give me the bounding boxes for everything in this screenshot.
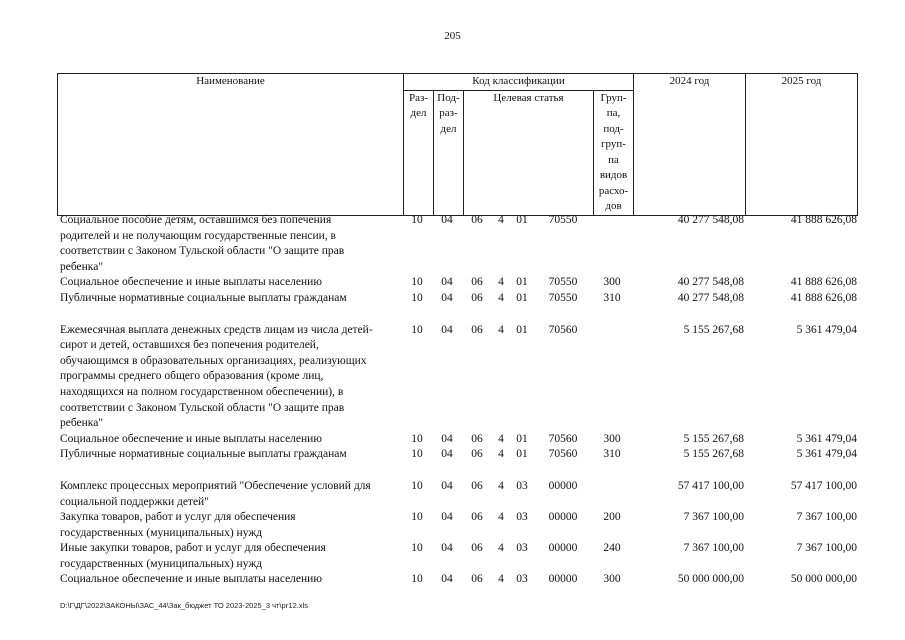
cell-target-b: 4 [498, 323, 504, 336]
cell-name-line: ребенка" [60, 260, 104, 273]
cell-name [57, 275, 402, 291]
header-year-2024-spacer [634, 90, 746, 215]
cell-razdel: 10 [411, 323, 423, 336]
cell-name-line: Комплекс процессных мероприятий "Обеспечение условий для [60, 479, 371, 492]
cell-name-line: соответствии с Законом Тульской области "О защите прав [60, 401, 345, 414]
table-row [57, 323, 855, 432]
cell-razdel: 10 [411, 276, 423, 289]
header-year-2024: 2024 год [634, 74, 746, 91]
cell-name-line: родителей и не получающим государственные пенсии, в [60, 229, 336, 242]
cell-target-c: 01 [516, 291, 528, 304]
cell-target-d: 00000 [548, 479, 578, 492]
table-row [57, 432, 855, 448]
cell-target-a: 06 [471, 479, 483, 492]
cell-target-a: 06 [471, 448, 483, 461]
cell-podrazdel: 04 [441, 291, 453, 304]
cell-name [57, 541, 402, 572]
cell-target-a: 06 [471, 511, 483, 524]
cell-vid: 300 [603, 276, 621, 289]
cell-amount-2024: 7 367 100,00 [683, 542, 744, 555]
table-header [57, 73, 858, 216]
header-podrazdel [434, 90, 464, 215]
cell-razdel: 10 [411, 291, 423, 304]
cell-target-a: 06 [471, 542, 483, 555]
cell-target-b: 4 [498, 214, 504, 226]
cell-name-line: Социальное обеспечение и иные выплаты населению [60, 276, 322, 289]
header-razdel-line: Раз- [408, 91, 428, 104]
table-row [57, 572, 855, 588]
cell-target-b: 4 [498, 542, 504, 555]
cell-amount-2025: 7 367 100,00 [796, 542, 857, 555]
cell-name [57, 572, 402, 588]
cell-amount-2025: 50 000 000,00 [790, 573, 857, 586]
cell-name [57, 323, 402, 432]
cell-amount-2025: 57 417 100,00 [790, 479, 857, 492]
header-vid-line: расхо- [598, 184, 629, 197]
cell-podrazdel: 04 [441, 448, 453, 461]
cell-target-b: 4 [498, 573, 504, 586]
header-podrazdel-line: Под- [437, 91, 460, 104]
cell-podrazdel: 04 [441, 511, 453, 524]
header-vid-line: видов [599, 169, 628, 181]
cell-amount-2024: 40 277 548,08 [677, 291, 744, 304]
cell-razdel: 10 [411, 432, 423, 445]
cell-razdel: 10 [411, 511, 423, 524]
cell-podrazdel: 04 [441, 432, 453, 445]
table-row [57, 510, 855, 541]
cell-target-a: 06 [471, 432, 483, 445]
cell-target-c: 01 [516, 214, 528, 226]
cell-target-c: 01 [516, 432, 528, 445]
cell-razdel: 10 [411, 573, 423, 586]
cell-vid: 310 [603, 448, 621, 461]
cell-podrazdel: 04 [441, 573, 453, 586]
table-row [57, 275, 855, 291]
header-vid [594, 90, 634, 215]
cell-vid: 240 [603, 542, 621, 555]
header-razdel-line: дел [410, 107, 427, 119]
cell-name-line: Публичные нормативные социальные выплаты гражданам [60, 291, 347, 304]
cell-target-b: 4 [498, 276, 504, 289]
table-row [57, 291, 855, 307]
cell-name-line: государственных (муниципальных) нужд [60, 526, 263, 539]
cell-name-line: Социальное обеспечение и иные выплаты населению [60, 432, 322, 445]
cell-name-line: ребенка" [60, 417, 104, 430]
cell-target-d: 70560 [548, 432, 578, 445]
cell-target-a: 06 [471, 323, 483, 336]
cell-target-d: 00000 [548, 573, 578, 586]
cell-podrazdel: 04 [441, 323, 453, 336]
cell-target-b: 4 [498, 479, 504, 492]
cell-vid: 300 [603, 432, 621, 445]
header-name: Наименование [58, 74, 404, 216]
cell-name-line: Закупка товаров, работ и услуг для обеспечения [60, 511, 296, 524]
cell-target-b: 4 [498, 432, 504, 445]
page-number: 205 [444, 30, 461, 42]
cell-target-a: 06 [471, 573, 483, 586]
cell-amount-2025: 41 888 626,08 [790, 276, 857, 289]
cell-name-line: находящихся на полном государственном обеспечении), в [60, 385, 344, 398]
cell-name-line: Социальное пособие детям, оставшимся без попечения [60, 214, 332, 226]
cell-amount-2024: 50 000 000,00 [677, 573, 744, 586]
cell-target-d: 00000 [548, 511, 578, 524]
cell-target-c: 03 [516, 573, 528, 586]
cell-vid: 310 [603, 291, 621, 304]
header-vid-line: груп- [601, 138, 626, 150]
cell-razdel: 10 [411, 214, 423, 226]
cell-target-c: 03 [516, 511, 528, 524]
cell-vid: 200 [603, 511, 621, 524]
cell-target-c: 01 [516, 448, 528, 461]
cell-target-d: 70560 [548, 323, 578, 336]
cell-name-line: сирот и детей, оставшихся без попечения родителей, [60, 339, 319, 352]
cell-name-line: Публичные нормативные социальные выплаты гражданам [60, 448, 347, 461]
cell-target-b: 4 [498, 511, 504, 524]
cell-target-c: 01 [516, 323, 528, 336]
cell-name-line: государственных (муниципальных) нужд [60, 557, 263, 570]
header-year-2025: 2025 год [746, 74, 858, 91]
cell-name [57, 479, 402, 510]
cell-amount-2024: 57 417 100,00 [677, 479, 744, 492]
header-target: Целевая статья [464, 90, 594, 215]
cell-name-line: программы среднего общего образования (кроме лиц, [60, 370, 324, 383]
header-year-2025-spacer [746, 90, 858, 215]
header-vid-line: под- [603, 122, 624, 135]
cell-name [57, 510, 402, 541]
cell-name-line: Социальное обеспечение и иные выплаты населению [60, 573, 322, 586]
cell-amount-2025: 5 361 479,04 [796, 432, 857, 445]
cell-name [57, 291, 402, 307]
header-code: Код классификации [404, 74, 634, 91]
cell-target-a: 06 [471, 276, 483, 289]
cell-target-d: 00000 [548, 542, 578, 555]
header-vid-line: па [608, 153, 619, 166]
table-row [57, 213, 855, 275]
table-row [57, 447, 855, 463]
cell-amount-2024: 40 277 548,08 [677, 276, 744, 289]
header-vid-line: Груп- [600, 91, 627, 104]
budget-rows [57, 213, 855, 588]
cell-razdel: 10 [411, 448, 423, 461]
cell-target-b: 4 [498, 291, 504, 304]
cell-amount-2024: 5 155 267,68 [683, 432, 744, 445]
cell-target-a: 06 [471, 291, 483, 304]
cell-name [57, 213, 402, 275]
header-vid-line: дов [605, 200, 622, 212]
cell-target-d: 70550 [548, 291, 578, 304]
cell-razdel: 10 [411, 542, 423, 555]
header-podrazdel-line: дел [440, 122, 457, 135]
cell-podrazdel: 04 [441, 276, 453, 289]
header-vid-line: па, [606, 107, 621, 119]
header-podrazdel-line: раз- [439, 107, 458, 119]
cell-name-line: Иные закупки товаров, работ и услуг для обеспечения [60, 542, 326, 555]
cell-razdel: 10 [411, 479, 423, 492]
cell-amount-2024: 5 155 267,68 [683, 448, 744, 461]
table-row [57, 479, 855, 510]
cell-amount-2024: 7 367 100,00 [683, 511, 744, 524]
cell-podrazdel: 04 [441, 479, 453, 492]
cell-podrazdel: 04 [441, 542, 453, 555]
cell-amount-2025: 7 367 100,00 [796, 511, 857, 524]
cell-amount-2024: 40 277 548,08 [677, 214, 744, 226]
cell-name-line: соответствии с Законом Тульской области "О защите прав [60, 245, 345, 258]
cell-target-c: 03 [516, 542, 528, 555]
cell-target-c: 01 [516, 276, 528, 289]
cell-target-b: 4 [498, 448, 504, 461]
cell-target-d: 70550 [548, 276, 578, 289]
cell-name [57, 447, 402, 463]
cell-vid: 300 [603, 573, 621, 586]
cell-amount-2025: 41 888 626,08 [790, 214, 857, 226]
cell-amount-2025: 5 361 479,04 [796, 323, 857, 336]
cell-name-line: обучающимся в образовательных организациях, реализующих [60, 354, 367, 367]
cell-name [57, 432, 402, 448]
cell-amount-2025: 5 361 479,04 [796, 448, 857, 461]
cell-target-d: 70560 [548, 448, 578, 461]
cell-name-line: Ежемесячная выплата денежных средств лицам из числа детей- [60, 323, 373, 336]
cell-podrazdel: 04 [441, 214, 453, 226]
table-row [57, 541, 855, 572]
cell-target-d: 70550 [548, 214, 578, 226]
cell-amount-2025: 41 888 626,08 [790, 291, 857, 304]
cell-amount-2024: 5 155 267,68 [683, 323, 744, 336]
cell-target-a: 06 [471, 214, 483, 226]
header-razdel [404, 90, 434, 215]
footer-file-path: D:\Г\ДГ\2022\ЗАКОНЫ\ЗАС_44\Зак_бюджет ТО 2023-2025_3 чт\рг12.xls [60, 601, 309, 610]
cell-name-line: социальной поддержки детей" [60, 495, 209, 508]
cell-target-c: 03 [516, 479, 528, 492]
